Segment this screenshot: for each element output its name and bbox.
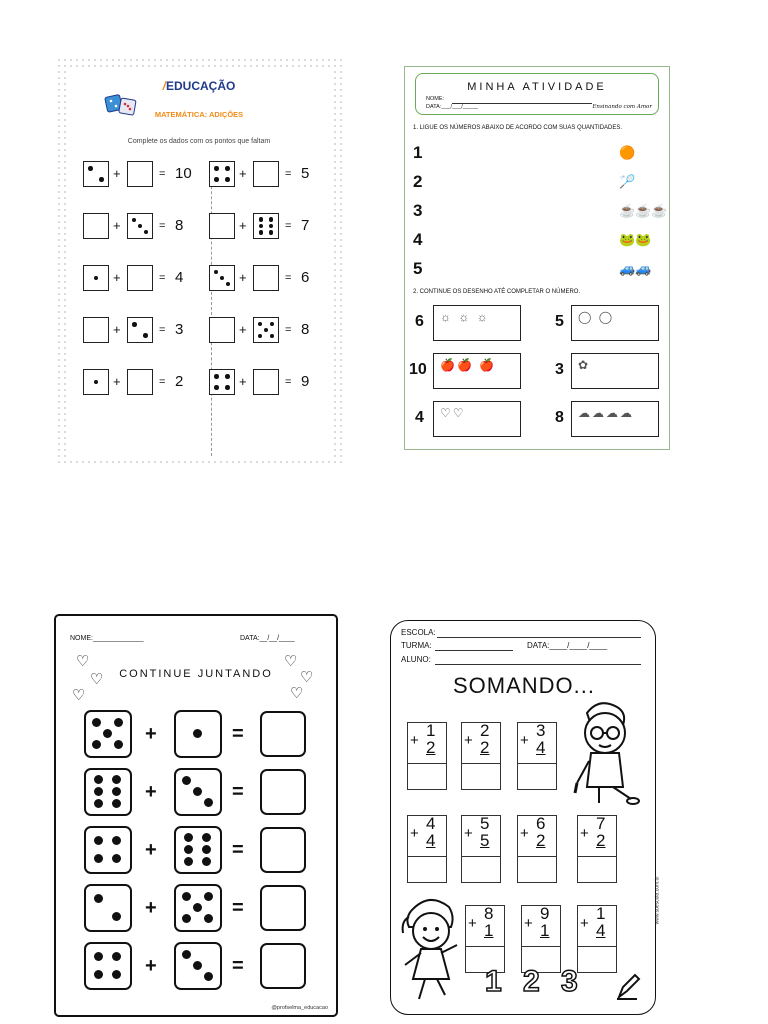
number-label: 4	[413, 230, 423, 249]
pip-dot	[94, 854, 103, 863]
cars-icon: 🚙🚙	[619, 261, 652, 276]
number-label: 3	[413, 201, 423, 220]
equals-sign: =	[159, 376, 166, 388]
column-divider	[211, 161, 212, 456]
addition-card[interactable]	[577, 905, 617, 973]
outline-number: 2	[523, 965, 540, 998]
addend-top: 7	[596, 814, 606, 833]
pip-dot	[92, 718, 101, 727]
addend-top: 1	[426, 721, 436, 740]
worksheet-body	[68, 67, 330, 457]
equals-sign: =	[232, 955, 244, 977]
die-face	[174, 768, 222, 816]
die-face	[174, 710, 222, 758]
card-problem	[518, 723, 556, 764]
die-face	[253, 317, 279, 343]
pip-dot	[138, 224, 143, 229]
pip-dot	[112, 854, 121, 863]
box-number: 4	[415, 409, 424, 426]
student-line	[435, 664, 641, 665]
addend-bottom: 2	[426, 738, 436, 757]
pip-dot	[132, 218, 137, 223]
balls-icon: 🟠	[619, 145, 636, 160]
answer-box[interactable]	[127, 161, 153, 187]
equals-sign: =	[285, 168, 292, 180]
plus-sign: +	[410, 732, 419, 749]
card-problem	[466, 906, 504, 947]
die-face	[209, 161, 235, 187]
sum-value: 3	[175, 321, 184, 338]
card-problem	[408, 816, 446, 857]
equals-sign: =	[159, 324, 166, 336]
sun-icon: ☼ ☼ ☼	[440, 310, 490, 324]
frogs-icon: 🐸🐸	[619, 232, 652, 247]
pip-dot	[182, 914, 191, 923]
equals-sign: =	[232, 723, 244, 745]
pip-dot	[94, 380, 99, 385]
equals-sign: =	[232, 897, 244, 919]
equals-sign: =	[285, 220, 292, 232]
plus-sign: +	[113, 166, 121, 181]
number-label: 2	[413, 172, 423, 191]
addition-card[interactable]	[577, 815, 617, 883]
worksheet-somando	[390, 620, 660, 1015]
answer-box[interactable]	[127, 265, 153, 291]
box-number: 6	[415, 313, 424, 330]
drawing-box[interactable]	[433, 353, 521, 389]
answer-box[interactable]	[260, 711, 306, 757]
pip-dot	[259, 230, 264, 235]
addend-bottom: 2	[480, 738, 490, 757]
pip-dot	[204, 914, 213, 923]
addend-bottom: 4	[426, 831, 436, 850]
answer-box[interactable]	[260, 943, 306, 989]
header-box	[415, 73, 659, 115]
pip-dot	[225, 166, 230, 171]
number-label: 5	[413, 259, 423, 278]
pip-dot	[225, 385, 230, 390]
equals-sign: =	[159, 272, 166, 284]
pip-dot	[94, 952, 103, 961]
name-label: NOME:_____________	[70, 635, 144, 642]
die-face	[84, 768, 132, 816]
cloud-icon: ☁☁☁☁	[578, 406, 634, 420]
instruction: Complete os dados com os pontos que faltam	[127, 138, 271, 145]
pip-dot	[193, 787, 202, 796]
plus-sign: +	[239, 270, 247, 285]
pip-dot	[112, 970, 121, 979]
pip-dot	[202, 833, 211, 842]
sum-value: 6	[301, 269, 310, 286]
addition-card[interactable]	[465, 905, 505, 973]
plus-sign: +	[113, 322, 121, 337]
answer-box[interactable]	[260, 827, 306, 873]
pip-dot	[112, 775, 121, 784]
pip-dot	[214, 166, 219, 171]
sum-value: 4	[175, 269, 184, 286]
addend-bottom: 2	[596, 831, 606, 850]
class-label: TURMA:	[401, 641, 432, 650]
pip-dot	[270, 322, 275, 327]
student-label: ALUNO:	[401, 655, 431, 664]
die-face	[127, 213, 153, 239]
plus-sign: +	[145, 723, 157, 745]
sum-value: 8	[301, 321, 310, 338]
cups-icon: ☕☕☕	[619, 203, 668, 218]
die-face	[174, 884, 222, 932]
answer-box[interactable]	[253, 161, 279, 187]
pip-dot	[204, 972, 213, 981]
pip-dot	[225, 177, 230, 182]
addend-top: 9	[540, 904, 550, 923]
answer-box[interactable]	[260, 769, 306, 815]
card-problem	[408, 723, 446, 764]
heart-icon: ♡	[72, 687, 86, 704]
card-problem	[518, 816, 556, 857]
plus-sign: +	[520, 825, 529, 842]
plus-sign: +	[468, 915, 477, 932]
card-problem	[462, 723, 500, 764]
worksheet-minha-atividade	[404, 66, 670, 450]
pip-dot	[202, 845, 211, 854]
plus-sign: +	[464, 825, 473, 842]
die-face	[84, 710, 132, 758]
addend-top: 5	[480, 814, 490, 833]
heart-icon: ♡	[284, 653, 298, 670]
die-face	[253, 213, 279, 239]
equals-sign: =	[159, 220, 166, 232]
pip-dot	[269, 217, 274, 222]
logo: /EDUCAÇÃO	[162, 79, 236, 93]
heart-icon: ♡	[290, 685, 304, 702]
plus-sign: +	[145, 781, 157, 803]
addend-top: 2	[480, 721, 490, 740]
girl-illustration-icon	[395, 891, 465, 1009]
apple-icon: 🍎🍎 🍎	[440, 358, 497, 372]
answer-box[interactable]	[253, 265, 279, 291]
question-2: 2. CONTINUE OS DESENHO ATÉ COMPLETAR O NÚMERO.	[413, 289, 581, 295]
sum-value: 5	[301, 165, 310, 182]
plus-sign: +	[145, 955, 157, 977]
flower-icon: ✿	[578, 358, 591, 372]
pip-dot	[94, 787, 103, 796]
sum-value: 10	[175, 165, 192, 182]
heart-icon: ♡	[90, 671, 104, 688]
pip-dot	[94, 894, 103, 903]
addend-top: 1	[596, 904, 606, 923]
pip-dot	[269, 230, 274, 235]
die-face	[83, 265, 109, 291]
shuttlecock-icon: 🏸	[619, 174, 636, 189]
school-line	[437, 637, 641, 638]
pip-dot	[94, 836, 103, 845]
addend-bottom: 1	[484, 921, 494, 940]
sum-value: 7	[301, 217, 310, 234]
page-title: SOMANDO...	[453, 673, 596, 698]
worksheet-dice-addition	[56, 57, 342, 467]
addition-card[interactable]	[461, 815, 501, 883]
school-label: ESCOLA:	[401, 628, 436, 637]
pip-dot	[99, 177, 104, 182]
pip-dot	[264, 328, 269, 333]
addend-top: 8	[484, 904, 494, 923]
pip-dot	[182, 776, 191, 785]
die-face	[84, 826, 132, 874]
signature: Ensinando com Amor	[592, 104, 652, 110]
pip-dot	[202, 857, 211, 866]
answer-box[interactable]	[260, 885, 306, 931]
pip-dot	[225, 374, 230, 379]
die-face	[83, 161, 109, 187]
date-label: DATA:__/__/____	[240, 635, 295, 642]
worksheet-continue-juntando	[54, 614, 338, 1017]
sum-value: 2	[175, 373, 184, 390]
pip-dot	[258, 334, 263, 339]
card-problem	[462, 816, 500, 857]
equals-sign: =	[232, 839, 244, 861]
box-number: 5	[555, 313, 564, 330]
plus-sign: +	[239, 166, 247, 181]
pip-dot	[193, 903, 202, 912]
plus-sign: +	[410, 825, 419, 842]
card-problem	[578, 816, 616, 857]
side-url: www.soescola.com.br	[654, 876, 660, 925]
circle-icon: ◯ ◯	[578, 310, 615, 324]
pip-dot	[226, 282, 231, 287]
pip-dot	[114, 718, 123, 727]
box-number: 8	[555, 409, 564, 426]
addend-bottom: 4	[596, 921, 606, 940]
addend-bottom: 4	[536, 738, 546, 757]
die-face	[174, 826, 222, 874]
plus-sign: +	[580, 915, 589, 932]
drawing-box[interactable]	[433, 401, 521, 437]
plus-sign: +	[239, 218, 247, 233]
pip-dot	[184, 845, 193, 854]
pip-dot	[204, 798, 213, 807]
pip-dot	[193, 729, 202, 738]
pip-dot	[94, 276, 99, 281]
addend-bottom: 1	[540, 921, 550, 940]
die-face	[84, 884, 132, 932]
pip-dot	[92, 740, 101, 749]
outline-number: 1	[485, 965, 502, 998]
subtitle: MATEMÁTICA: ADIÇÕES	[154, 110, 244, 119]
pip-dot	[88, 166, 93, 171]
pip-dot	[182, 950, 191, 959]
pip-dot	[184, 833, 193, 842]
sum-value: 9	[301, 373, 310, 390]
addition-card[interactable]	[521, 905, 561, 973]
pip-dot	[269, 224, 274, 229]
answer-box[interactable]	[83, 213, 109, 239]
pip-dot	[144, 230, 149, 235]
pip-dot	[259, 224, 264, 229]
pencil-icon	[615, 971, 641, 1001]
pip-dot	[94, 970, 103, 979]
plus-sign: +	[580, 825, 589, 842]
pip-dot	[94, 799, 103, 808]
pip-dot	[114, 740, 123, 749]
plus-sign: +	[113, 270, 121, 285]
equals-sign: =	[285, 376, 292, 388]
pip-dot	[112, 787, 121, 796]
heart-icon: ♡	[76, 653, 90, 670]
addition-card[interactable]	[407, 815, 447, 883]
card-problem	[578, 906, 616, 947]
answer-box[interactable]	[209, 317, 235, 343]
class-line	[435, 650, 513, 651]
pip-dot	[184, 857, 193, 866]
equals-sign: =	[159, 168, 166, 180]
box-number: 10	[409, 361, 427, 378]
equals-sign: =	[232, 781, 244, 803]
page-title: MINHA ATIVIDADE	[467, 81, 607, 93]
pip-dot	[112, 952, 121, 961]
boy-illustration-icon	[569, 699, 641, 813]
pip-dot	[214, 177, 219, 182]
pip-dot	[204, 892, 213, 901]
question-1: 1. LIGUE OS NÚMEROS ABAIXO DE ACORDO COM SUAS QUANTIDADES.	[413, 125, 623, 131]
drawing-box[interactable]	[433, 305, 521, 341]
addend-top: 4	[426, 814, 436, 833]
pip-dot	[258, 322, 263, 327]
equals-sign: =	[285, 272, 292, 284]
number-label: 1	[413, 143, 423, 162]
credit: @profselma_educacao	[271, 1005, 328, 1011]
answer-box[interactable]	[83, 317, 109, 343]
addition-card[interactable]	[407, 722, 447, 790]
addend-top: 3	[536, 721, 546, 740]
page-title: CONTINUE JUNTANDO	[119, 668, 273, 680]
plus-sign: +	[113, 218, 121, 233]
die-face	[209, 265, 235, 291]
pip-dot	[259, 217, 264, 222]
pip-dot	[220, 276, 225, 281]
pip-dot	[94, 775, 103, 784]
addition-card[interactable]	[517, 815, 557, 883]
addend-bottom: 2	[536, 831, 546, 850]
date-label: DATA:___/___/_____	[426, 104, 479, 110]
box-number: 3	[555, 361, 564, 378]
pip-dot	[214, 270, 219, 275]
die-face	[84, 942, 132, 990]
answer-box[interactable]	[209, 213, 235, 239]
pip-dot	[112, 799, 121, 808]
heart-icon: ♡♡	[440, 406, 466, 420]
plus-sign: +	[145, 897, 157, 919]
drawing-box[interactable]	[571, 401, 659, 437]
answer-box[interactable]	[253, 369, 279, 395]
pip-dot	[143, 333, 148, 338]
pip-dot	[132, 322, 137, 327]
addend-top: 6	[536, 814, 546, 833]
plus-sign: +	[145, 839, 157, 861]
addend-bottom: 5	[480, 831, 490, 850]
plus-sign: +	[113, 374, 121, 389]
plus-sign: +	[524, 915, 533, 932]
plus-sign: +	[239, 322, 247, 337]
answer-box[interactable]	[127, 369, 153, 395]
pip-dot	[193, 961, 202, 970]
pip-dot	[112, 912, 121, 921]
addition-card[interactable]	[517, 722, 557, 790]
pip-dot	[112, 836, 121, 845]
drawing-box[interactable]	[571, 305, 659, 341]
sum-value: 8	[175, 217, 184, 234]
die-face	[83, 369, 109, 395]
pip-dot	[214, 385, 219, 390]
outline-number: 3	[561, 965, 578, 998]
equals-sign: =	[285, 324, 292, 336]
pip-dot	[270, 334, 275, 339]
die-face	[174, 942, 222, 990]
plus-sign: +	[464, 732, 473, 749]
card-problem	[522, 906, 560, 947]
heart-icon: ♡	[300, 669, 314, 686]
pip-dot	[182, 892, 191, 901]
name-label: NOME:	[426, 96, 445, 102]
pip-dot	[103, 729, 112, 738]
die-face	[127, 317, 153, 343]
plus-sign: +	[239, 374, 247, 389]
die-face	[209, 369, 235, 395]
addition-card[interactable]	[461, 722, 501, 790]
plus-sign: +	[520, 732, 529, 749]
pip-dot	[214, 374, 219, 379]
date-label: DATA:____/____/____	[527, 641, 608, 650]
drawing-box[interactable]	[571, 353, 659, 389]
